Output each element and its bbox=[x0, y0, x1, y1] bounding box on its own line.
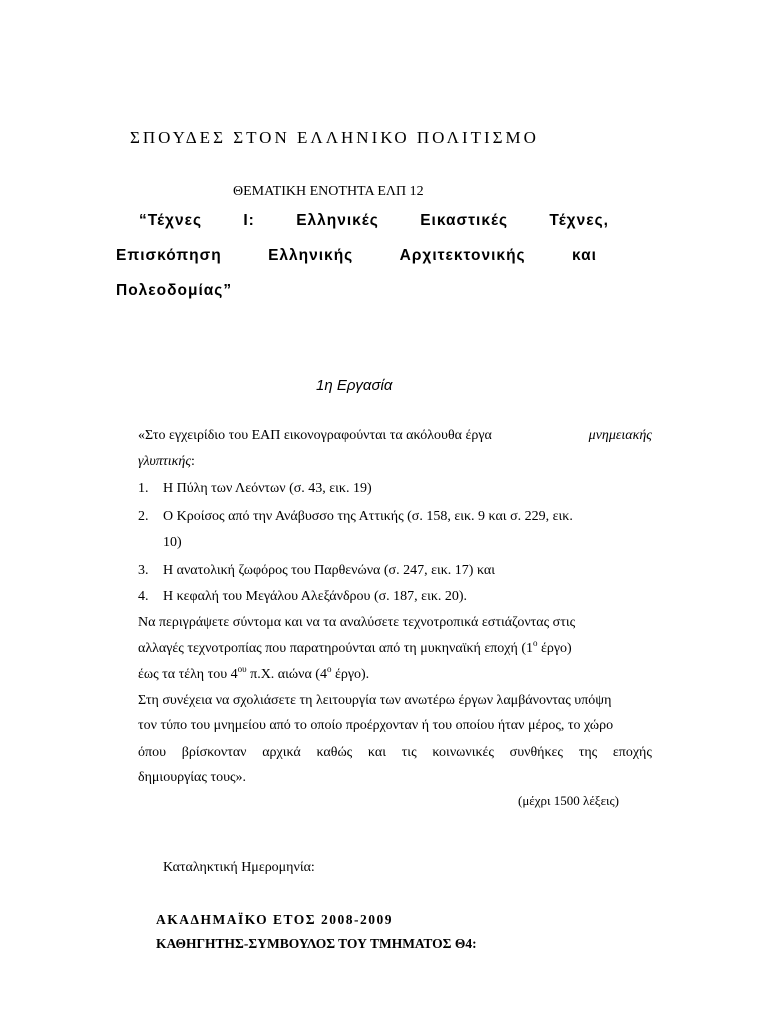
subtitle-line-2 bbox=[116, 247, 597, 265]
paragraph-word: βρίσκονταν bbox=[181, 745, 247, 760]
academic-year: ΑΚΑΔΗΜΑΪΚΟ ΕΤΟΣ 2008-2009 bbox=[156, 912, 393, 927]
thematic-unit: ΘΕΜΑΤΙΚΗ ΕΝΟΤΗΤΑ ΕΛΠ 12 bbox=[233, 184, 424, 199]
intro-line-2 bbox=[138, 454, 195, 470]
subtitle-word: Επισκόπηση bbox=[116, 247, 222, 264]
subtitle-word: και bbox=[572, 247, 597, 264]
superscript: ου bbox=[237, 664, 247, 674]
paragraph-word: και bbox=[367, 745, 386, 760]
paragraph-text: έργο) bbox=[537, 641, 572, 656]
superscript: ο bbox=[533, 638, 538, 648]
intro-emphasis: γλυπτικής bbox=[138, 454, 192, 469]
paragraph-2-line-3 bbox=[138, 745, 652, 761]
paragraph-2-line-2: τον τύπο του μνημείου από το οποίο προέρχονταν ή του οποίου ήταν μέρος, το χώρο bbox=[138, 718, 614, 733]
document-title: ΣΠΟΥΔΕΣ ΣΤΟΝ ΕΛΛΗΝΙΚΟ ΠΟΛΙΤΙΣΜΟ bbox=[130, 128, 539, 147]
intro-text: «Στο εγχειρίδιο του ΕΑΠ εικονογραφούνται τα ακόλουθα έργα bbox=[138, 428, 492, 443]
list-text: Η κεφαλή του Μεγάλου Αλεξάνδρου (σ. 187, εικ. 20). bbox=[163, 589, 468, 604]
paragraph-text: έως τα τέλη του 4 bbox=[138, 667, 238, 682]
list-item-continuation: 10) bbox=[163, 535, 182, 550]
paragraph-word: αρχικά bbox=[262, 745, 301, 760]
subtitle-line-1 bbox=[139, 212, 609, 230]
paragraph-word: τις bbox=[401, 745, 417, 760]
subtitle-word: Ελληνικής bbox=[268, 247, 354, 264]
paragraph-word: εποχής bbox=[612, 745, 652, 760]
list-text: Ο Κροίσος από την Ανάβυσσο της Αττικής (σ. 158, εικ. 9 και σ. 229, εικ. bbox=[163, 509, 573, 524]
intro-line-1 bbox=[138, 428, 652, 444]
paragraph-1-line-3 bbox=[138, 664, 370, 683]
subtitle-word: Αρχιτεκτονικής bbox=[399, 247, 526, 264]
subtitle-word: Ι: bbox=[243, 212, 255, 229]
paragraph-2-line-4: δημιουργίας τους». bbox=[138, 770, 247, 785]
deadline-label: Καταληκτική Ημερομηνία: bbox=[163, 860, 315, 875]
advisor-label: ΚΑΘΗΓΗΤΗΣ-ΣΥΜΒΟΥΛΟΣ ΤΟΥ ΤΜΗΜΑΤΟΣ Θ4: bbox=[156, 936, 477, 951]
paragraph-text: π.Χ. αιώνα (4 bbox=[246, 667, 327, 682]
subtitle-word: Τέχνες, bbox=[549, 212, 609, 229]
list-number: 4. bbox=[138, 589, 149, 604]
subtitle-word: “Τέχνες bbox=[139, 212, 203, 229]
subtitle-word: Εικαστικές bbox=[420, 212, 509, 229]
paragraph-word: συνθήκες bbox=[509, 745, 563, 760]
word-limit-note: (μέχρι 1500 λέξεις) bbox=[518, 793, 620, 808]
list-text: Η ανατολική ζωφόρος του Παρθενώνα (σ. 247, εικ. 17) και bbox=[163, 563, 496, 578]
intro-emphasis: μνημειακής bbox=[588, 428, 652, 443]
paragraph-word: κοινωνικές bbox=[432, 745, 494, 760]
list-number: 1. bbox=[138, 481, 149, 496]
paragraph-word: της bbox=[578, 745, 598, 760]
paragraph-word: καθώς bbox=[316, 745, 353, 760]
paragraph-word: όπου bbox=[138, 745, 166, 760]
assignment-title: 1η Εργασία bbox=[316, 377, 393, 394]
paragraph-1-line-2 bbox=[138, 638, 572, 657]
list-number: 2. bbox=[138, 509, 149, 524]
subtitle-line-3: Πολεοδομίας” bbox=[116, 282, 233, 299]
superscript: ο bbox=[326, 664, 332, 674]
list-number: 3. bbox=[138, 563, 149, 578]
paragraph-2-line-1: Στη συνέχεια να σχολιάσετε τη λειτουργία των ανωτέρω έργων λαμβάνοντας υπόψη bbox=[138, 693, 612, 708]
list-text: Η Πύλη των Λεόντων (σ. 43, εικ. 19) bbox=[163, 481, 372, 496]
intro-punctuation: : bbox=[191, 454, 195, 469]
paragraph-text: έργο). bbox=[331, 667, 370, 682]
subtitle-word: Ελληνικές bbox=[296, 212, 379, 229]
paragraph-text: αλλαγές τεχνοτροπίας που παρατηρούνται από τη μυκηναϊκή εποχή (1 bbox=[138, 641, 533, 656]
paragraph-1-line-1: Να περιγράψετε σύντομα και να τα αναλύσετε τεχνοτροπικά εστιάζοντας στις bbox=[138, 615, 576, 630]
